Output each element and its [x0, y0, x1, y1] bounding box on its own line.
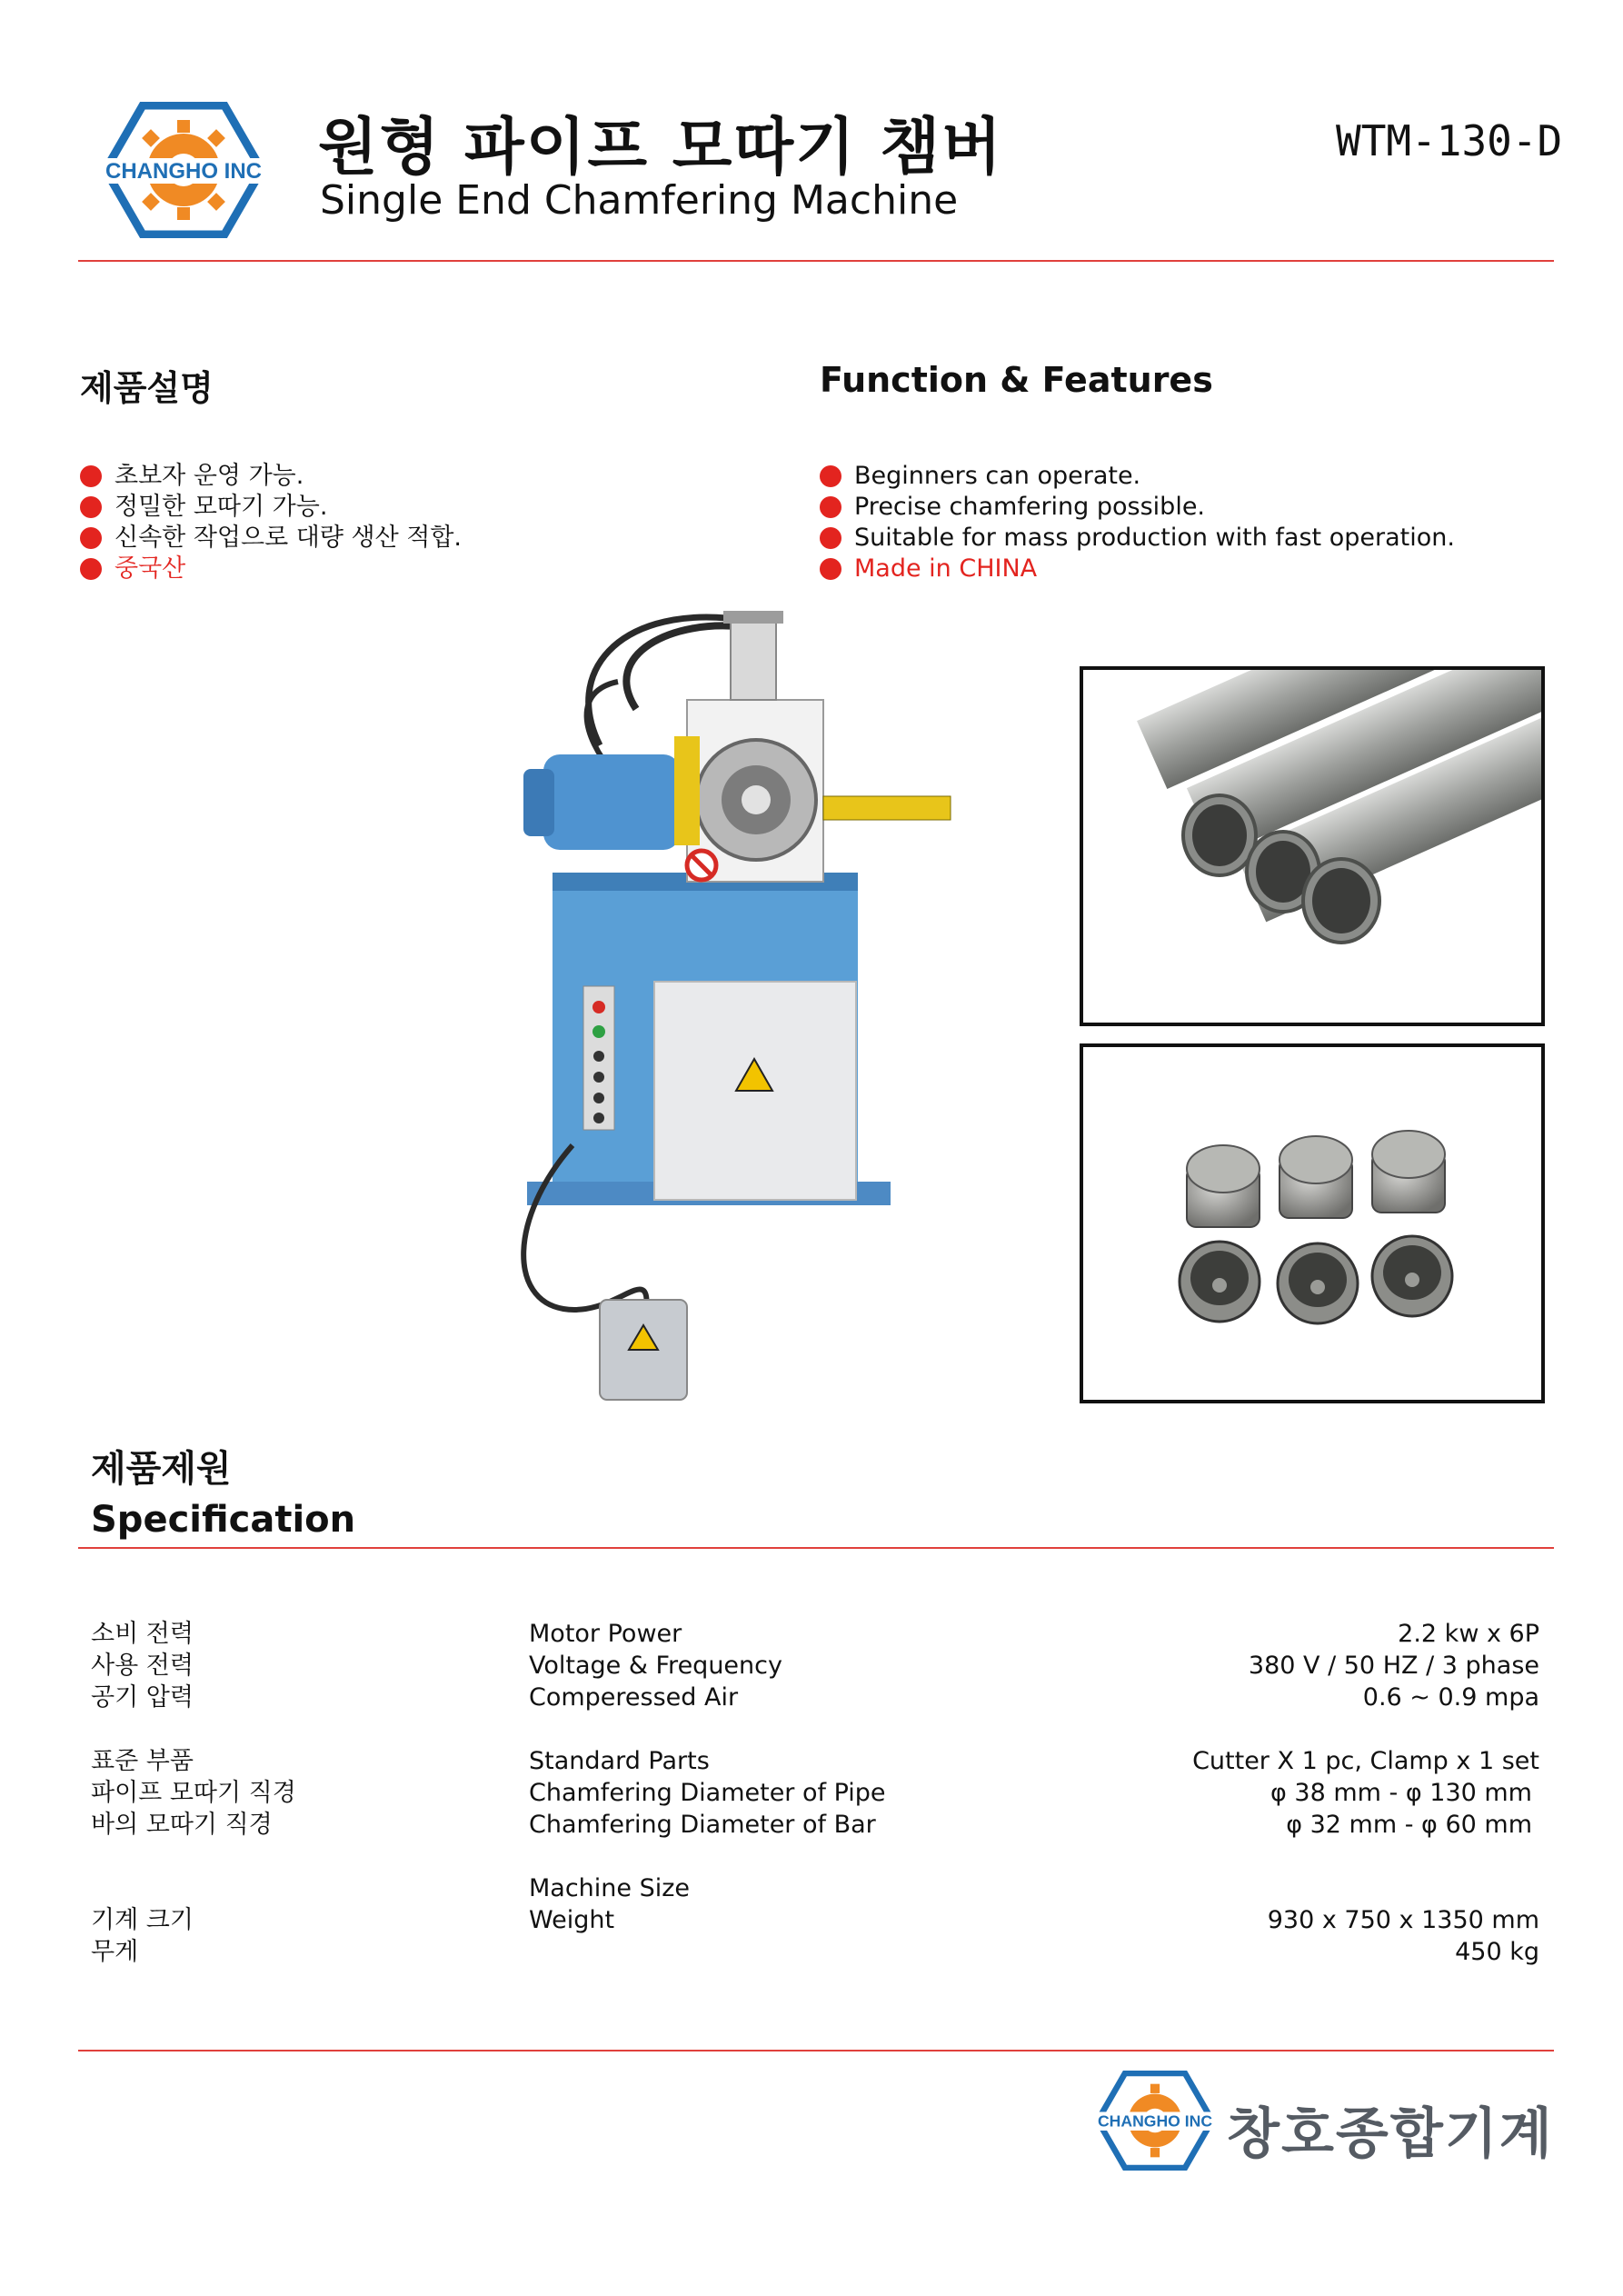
- spec-label: 공기 압력: [91, 1683, 194, 1712]
- spec-label: Chamfering Diameter of Bar: [529, 1811, 876, 1839]
- spec-label: 기계 크기: [91, 1906, 194, 1934]
- red-bullet-icon: [820, 527, 841, 549]
- spec-value: 450 kg: [1455, 1938, 1539, 1966]
- red-bullet-icon: [820, 558, 841, 580]
- features-list-english: [820, 461, 1455, 584]
- feature-item-origin: Made in CHINA: [820, 554, 1455, 584]
- spec-values: [1090, 1618, 1539, 1968]
- feature-item: Beginners can operate.: [820, 461, 1455, 492]
- feature-item-origin: 중국산: [80, 554, 462, 584]
- spec-heading-korean: 제품제원: [91, 1448, 232, 1490]
- features-heading-english: Function & Features: [820, 360, 1213, 400]
- feature-item: 정밀한 모따기 가능.: [80, 492, 462, 523]
- red-bullet-icon: [80, 527, 102, 549]
- spec-label: Chamfering Diameter of Pipe: [529, 1779, 886, 1807]
- footer-logo-text: CHANGHO INC: [1097, 2111, 1213, 2131]
- red-bullet-icon: [80, 496, 102, 518]
- spec-label: Standard Parts: [529, 1747, 710, 1775]
- spec-label: Machine Size: [529, 1874, 691, 1902]
- spec-value: 0.6 ~ 0.9 mpa: [1362, 1683, 1539, 1712]
- feature-item: 초보자 운영 가능.: [80, 461, 462, 492]
- logo-text: CHANGHO INC: [105, 159, 262, 184]
- machine-image: [509, 600, 981, 1418]
- page-title-korean: 원형 파이프 모따기 챔버: [318, 112, 1003, 184]
- spec-label: 파이프 모따기 직경: [91, 1779, 296, 1807]
- page-title-english: Single End Chamfering Machine: [320, 177, 959, 224]
- spec-value: φ 32 mm - φ 60 mm: [1286, 1811, 1532, 1839]
- spec-label: Weight: [529, 1906, 615, 1934]
- spec-value: 2.2 kw x 6P: [1398, 1620, 1539, 1648]
- spec-divider: [78, 1547, 1554, 1549]
- spec-value: 380 V / 50 HZ / 3 phase: [1248, 1652, 1539, 1680]
- spec-labels-korean: [91, 1618, 296, 1968]
- header-divider: [78, 260, 1554, 262]
- spec-label: Motor Power: [529, 1620, 682, 1648]
- red-bullet-icon: [820, 496, 841, 518]
- spec-heading-english: Specification: [91, 1499, 356, 1541]
- footer-divider: [78, 2050, 1554, 2051]
- spec-labels-english: [529, 1618, 886, 1936]
- features-heading-korean: 제품설명: [80, 368, 214, 408]
- pipe-sample-image: [1080, 666, 1545, 1026]
- spec-label: 사용 전력: [91, 1652, 194, 1680]
- brand-logo: [102, 102, 265, 238]
- feature-item: Precise chamfering possible.: [820, 492, 1455, 523]
- red-bullet-icon: [80, 465, 102, 487]
- feature-item: Suitable for mass production with fast operation.: [820, 523, 1455, 554]
- red-bullet-icon: [80, 558, 102, 580]
- spec-label: 바의 모따기 직경: [91, 1811, 273, 1839]
- spec-label: Voltage & Frequency: [529, 1652, 782, 1680]
- spec-heading: [91, 1443, 355, 1545]
- footer-company-name: 창호종합기계: [1227, 2102, 1554, 2166]
- spec-value: Cutter X 1 pc, Clamp x 1 set: [1192, 1747, 1539, 1775]
- model-number: WTM-130-D: [1336, 116, 1563, 165]
- spec-value: 930 x 750 x 1350 mm: [1267, 1906, 1539, 1934]
- spec-label: 표준 부품: [91, 1747, 194, 1775]
- spec-label: 무게: [91, 1938, 139, 1966]
- features-list-korean: [80, 461, 462, 584]
- spec-value: φ 38 mm - φ 130 mm: [1270, 1779, 1532, 1807]
- footer-brand-logo: [1095, 2071, 1215, 2171]
- red-bullet-icon: [820, 465, 841, 487]
- spec-label: Comperessed Air: [529, 1683, 739, 1712]
- spec-label: 소비 전력: [91, 1620, 194, 1648]
- chamfered-parts-image: [1080, 1043, 1545, 1403]
- feature-item: 신속한 작업으로 대량 생산 적합.: [80, 523, 462, 554]
